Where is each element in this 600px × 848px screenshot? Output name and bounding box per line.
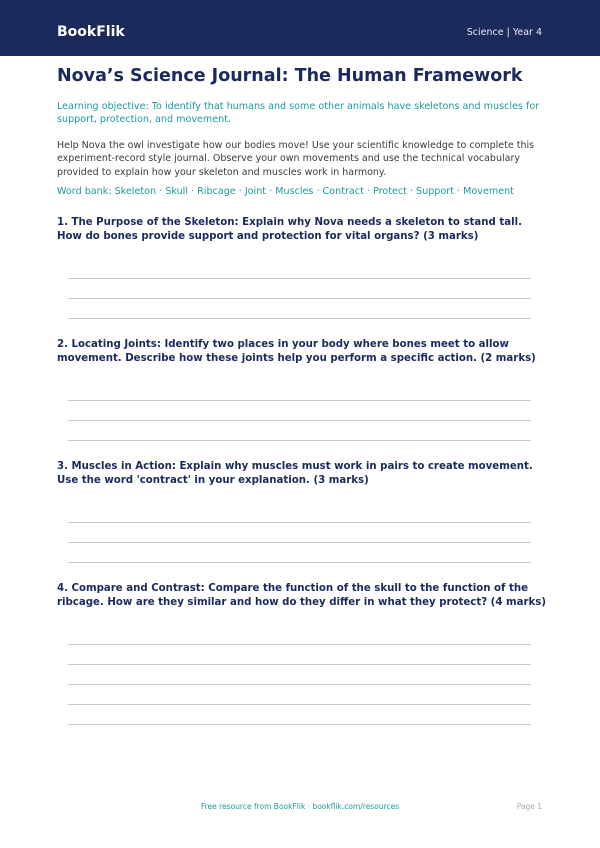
answer-line[interactable] [68, 562, 531, 563]
answer-line[interactable] [68, 420, 531, 421]
question-1: 1. The Purpose of the Skeleton: Explain why Nova needs a skeleton to stand tall. How do bones provide support and protection for vital organs? (3 marks) [57, 217, 522, 242]
subject-year-label: Science | Year 4 [466, 27, 542, 38]
header-bar [0, 0, 600, 56]
answer-line[interactable] [68, 684, 531, 685]
intro-paragraph: Help Nova the owl investigate how our bodies move! Use your scientific knowledge to complete this experiment-record style journal. Observe your own movements and use the technical vocabulary provided to explain how your skeleton and muscles work in harmony. [57, 140, 535, 178]
footer-credit: Free resource from BookFlik · bookflik.com/resources [200, 802, 400, 811]
answer-line[interactable] [68, 644, 531, 645]
answer-line[interactable] [68, 400, 531, 401]
answer-line[interactable] [68, 542, 531, 543]
page-title: Nova’s Science Journal: The Human Framework [57, 66, 523, 86]
page-number: Page 1 [516, 802, 542, 811]
answer-line[interactable] [68, 704, 531, 705]
learning-objective: Learning objective: To identify that humans and some other animals have skeletons and muscles for support, protection, and movement. [57, 101, 540, 125]
question-2: 2. Locating Joints: Identify two places in your body where bones meet to allow movement. Describe how these joints help you perform a specific action. (2 marks) [57, 339, 536, 364]
answer-line[interactable] [68, 318, 531, 319]
answer-line[interactable] [68, 278, 531, 279]
answer-line[interactable] [68, 298, 531, 299]
answer-line[interactable] [68, 440, 531, 441]
question-4: 4. Compare and Contrast: Compare the function of the skull to the function of the ribcage. How are they similar and how do they differ in what they protect? (4 marks) [57, 583, 546, 608]
word-bank: Word bank: Skeleton · Skull · Ribcage · Joint · Muscles · Contract · Protect · Support · Movement [57, 186, 514, 197]
answer-line[interactable] [68, 724, 531, 725]
brand-logo: BookFlik [57, 24, 125, 40]
answer-line[interactable] [68, 522, 531, 523]
answer-line[interactable] [68, 664, 531, 665]
question-3: 3. Muscles in Action: Explain why muscles must work in pairs to create movement. Use the word 'contract' in your explanation. (3 marks) [57, 461, 533, 486]
